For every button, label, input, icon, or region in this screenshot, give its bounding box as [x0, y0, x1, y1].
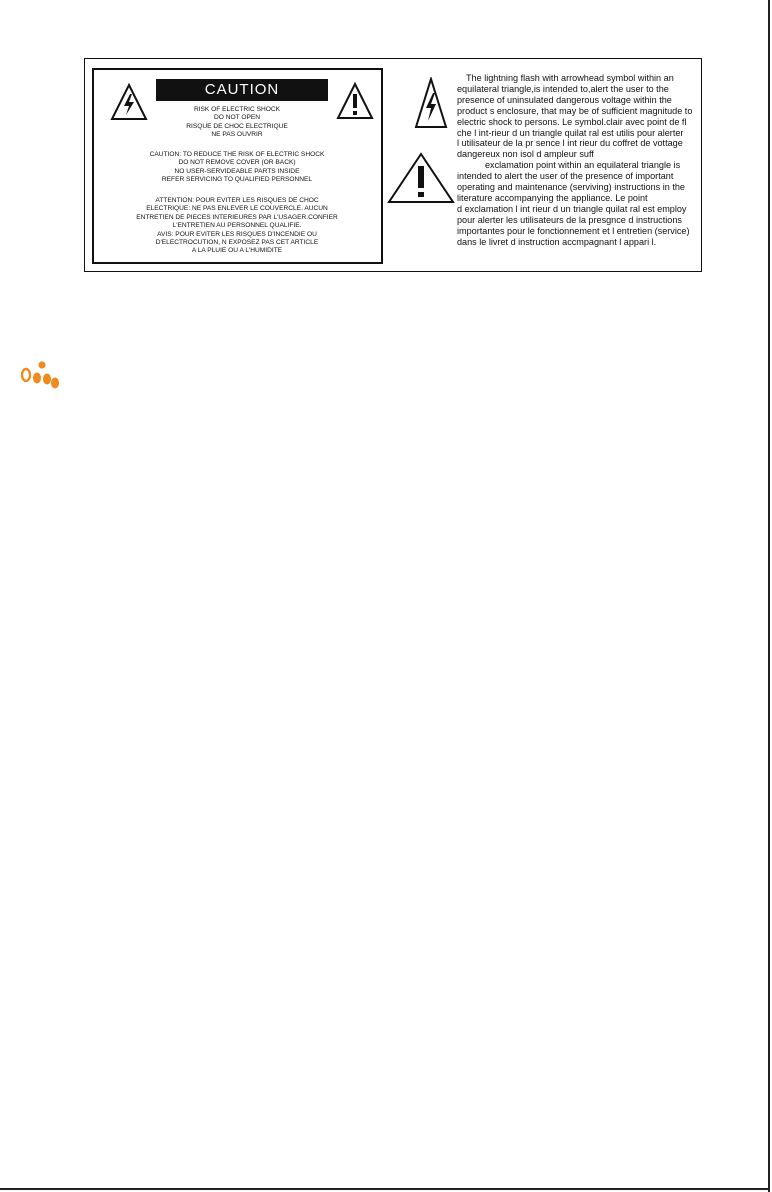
lightning-triangle-icon — [414, 77, 448, 129]
explanation-line: product s enclosure, that may be of sufficient magnitude to — [457, 105, 693, 116]
caution-line: D'ELECTROCUTION, N EXPOSEZ PAS CET ARTICLE — [155, 239, 319, 247]
safety-warning-panel — [84, 58, 702, 272]
explanation-line: exclamation point within an equilateral triangle is — [485, 160, 681, 171]
caution-header: CAUTION — [156, 79, 328, 101]
explanation-line: che l int-rieur d un triangle quilat ral est utilis pour alerter — [457, 127, 684, 138]
caution-block-french — [126, 197, 348, 256]
exclamation-triangle-icon — [387, 152, 455, 204]
explanation-line: presence of uninsulated dangerous voltage within the — [457, 94, 672, 105]
explanation-line: electric shock to persons. Le symbol.clair avec point de fl — [457, 116, 687, 127]
caution-line: CAUTION: TO REDUCE THE RISK OF ELECTRIC SHOCK — [149, 151, 325, 158]
brand-dots-icon — [18, 358, 62, 392]
caution-line: A LA PLUIE OU A L'HUMIDITE — [191, 247, 283, 255]
explanation-line: equilateral triangle,is intended to,alert the user to the — [457, 83, 669, 94]
caution-block-service — [126, 151, 348, 185]
explanation-line: d exclamation l int rieur d un triangle quilat ral est employ — [457, 203, 687, 214]
page-edge-right — [768, 0, 770, 1192]
caution-line: AVIS: POUR EVITER LES RISQUES D'INCENDIE OU — [157, 230, 317, 238]
caution-label — [92, 68, 383, 264]
explanation-line: operating and maintenance (serviving) instructions in the — [457, 182, 685, 193]
caution-line: ELECTRIQUE: NE PAS ENLEVER LE COUVERCLE. AUCUN — [146, 205, 328, 213]
caution-line: RISQUE DE CHOC ELECTRIQUE — [186, 122, 288, 130]
symbol-explanation — [457, 73, 705, 248]
caution-line: ENTRETIEN DE PIECES INTERIEURES PAR L'USAGER.CONFIER — [136, 213, 338, 221]
caution-line: DO NOT REMOVE COVER (OR BACK) — [178, 159, 296, 167]
caution-line: NE PAS OUVRIR — [211, 131, 263, 139]
explanation-line: pour alerter les utilisateurs de la presgnce d instructions — [457, 214, 682, 225]
caution-line: DO NOT OPEN — [213, 114, 261, 122]
caution-line: L'ENTRETIEN AU PERSONNEL QUALIFIE. — [172, 222, 302, 230]
caution-line: NO USER-SERVIDEABLE PARTS INSIDE — [174, 167, 300, 175]
caution-block-shock — [126, 106, 348, 140]
explanation-line: The lightning flash with arrowhead symbol within an — [466, 73, 674, 83]
explanation-line: dangereux non isol d ampleur suff — [457, 149, 594, 160]
caution-line: ATTENTION: POUR EVITER LES RISQUES DE CHOC — [155, 197, 319, 204]
explanation-line: literature accompanying the appliance. Le point — [457, 192, 648, 203]
explanation-line: l utilisateur de la pr sence l int rieur du coffret de vottage — [457, 138, 683, 149]
caution-line: RISK OF ELECTRIC SHOCK — [193, 106, 281, 113]
caution-line: REFER SERVICING TO QUALIFIED PERSONNEL — [161, 176, 313, 184]
page-edge-bottom — [0, 1188, 770, 1190]
explanation-line: importantes pour le fonctionnement et l entretien (service) — [457, 225, 690, 236]
explanation-line: dans le livret d instruction accmpagnant l appari l. — [457, 236, 657, 247]
explanation-line: intended to alert the user of the presence of important — [457, 171, 674, 182]
